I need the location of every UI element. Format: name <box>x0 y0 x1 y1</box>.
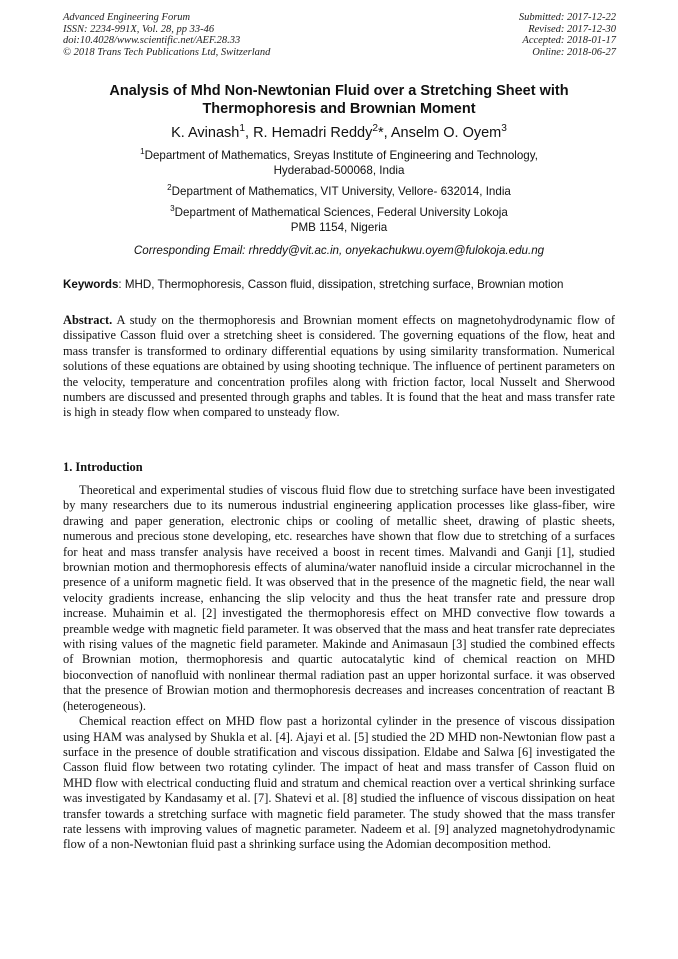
affil-line: Department of Mathematics, Sreyas Institute of Engineering and Technology, <box>144 149 538 162</box>
submitted-date: Submitted: 2017-12-22 <box>518 12 616 23</box>
keywords-label: Keywords <box>63 278 119 291</box>
journal-info <box>63 12 270 58</box>
issn-volume: ISSN: 2234-991X, Vol. 28, pp 33-46 <box>63 23 215 35</box>
affil-line: Hyderabad-500068, India <box>273 164 405 177</box>
author-affil-mark: 2 <box>372 123 378 135</box>
title-line: Thermophoresis and Brownian Moment <box>202 101 476 117</box>
affil-line: Department of Mathematical Sciences, Federal University Lokoja <box>174 206 508 219</box>
affil-mark: 2 <box>167 183 172 193</box>
paragraph: Theoretical and experimental studies of viscous fluid flow due to stretching surface have been investigated by many researchers due to its numerous industrial engineering application processes like glass-fiber, wire drawing and paper generation, electronic chips or cooling of metallic sheet, drawing of plastic sheets, numerous and precious stone developing, etc. researches have shown that flow due to stretching of a surfaces for heat and mass transfer analysis have received a boost in recent times. Malvandi and Ganji [1], studied brownian motion and thermophoresis effects of alumina/water nanofluid inside a circular microchannel in the presence of a uniform magnetic field. It was observed that in the presence of the magnetic field, the near wall velocity gradients increase, enhancing the slip velocity and thus the heat transfer rate and pressure drop increase. Muhaimin et al. [2] investigated the thermophoresis effect on MHD convective flow towards a preamble wedge with magnetic field parameter. It was observed that the mass and heat transfer rate depreciates with rising values of the magnetic field parameter. Makinde and Animasaun [3] studied the combined effects of Brownian motion, thermophoresis and quartic autocatalytic kind of chemical reaction on MHD bioconvection of nanofluid with nonlinear thermal radiation past an upper horizontal surface. it was observed that the presence of Browian motion and thermophoresis decreases and increases concentration of reactant B (heterogeneous). <box>63 483 615 713</box>
keywords <box>63 277 618 292</box>
accepted-date: Accepted: 2018-01-17 <box>522 35 616 47</box>
doi-link[interactable]: doi:10.4028/www.scientific.net/AEF.28.33 <box>63 35 241 47</box>
paragraph: Chemical reaction effect on MHD flow past a horizontal cylinder in the presence of viscous dissipation using HAM was analysed by Shukla et al. [4]. Ajayi et al. [5] studied the 2D MHD non-Newtonian flow past a surface in the presence of double stratification and viscous dissipation. Eldabe and Salwa [6] investigated the Casson fluid flow between two rotating cylinder. The impact of heat and mass transfer of Casson fluid on MHD flow with electrical conducting fluid and stratum and chemical reaction over a vertical shrinking surface was investigated by Kandasamy et al. [7]. Shatevi et al. [8] studied the influence of viscous dissipation on heat transfer towards a stretching surface with magnetic field parameter. The study showed that the mass transfer rate lessens with improving values of magnetic parameter. Nadeem et al. [9] analyzed magnetohydrodynamic flow of a non-Newtonian fluid past a shrinking surface using the Adomian decomposition method. <box>63 714 615 852</box>
abstract-label: Abstract. <box>63 313 113 327</box>
affil-mark: 1 <box>140 147 145 157</box>
affiliation-1 <box>60 148 618 178</box>
online-date: Online: 2018-06-27 <box>532 46 616 58</box>
affil-line: Department of Mathematics, VIT University, Vellore- 632014, India <box>171 185 511 198</box>
revised-date: Revised: 2017-12-30 <box>528 23 616 35</box>
author-separator: , <box>245 125 254 141</box>
corresponding-email[interactable]: Corresponding Email: rhreddy@vit.ac.in, onyekachukwu.oyem@fulokoja.edu.ng <box>133 244 545 257</box>
paper-title <box>60 82 618 118</box>
author-list <box>60 124 618 142</box>
affil-line: PMB 1154, Nigeria <box>290 221 388 234</box>
submission-dates <box>519 12 616 58</box>
affiliation-2 <box>60 184 618 199</box>
keywords-text: : MHD, Thermophoresis, Casson fluid, dissipation, stretching surface, Brownian motion <box>118 278 564 291</box>
copyright: © 2018 Trans Tech Publications Ltd, Switzerland <box>63 46 271 58</box>
author-name: Anselm O. Oyem <box>390 125 502 141</box>
title-line: Analysis of Mhd Non-Newtonian Fluid over a Stretching Sheet with <box>109 83 569 99</box>
author-name: K. Avinash <box>171 125 240 141</box>
author-affil-mark: 3 <box>501 123 507 135</box>
author-name: R. Hemadri Reddy <box>253 125 373 141</box>
introduction-body <box>63 483 615 853</box>
author-affil-mark: 1 <box>239 123 245 135</box>
abstract-text: A study on the thermophoresis and Brownian moment effects on magnetohydrodynamic flow of dissipative Casson fluid over a stretching sheet is considered. The governing equations of the flow, heat and mass transfer is transformed to ordinary differential equations by using similarity transformation. Numerical solutions of these equations are obtained by using shooting technique. The influence of pertinent parameters on the velocity, temperature and concentration profiles along with friction factor, local Nusselt and Sherwood numbers are discussed and presented through graphs and tables. It is found that the heat and mass transfer rate is high in steady flow when compared to unsteady flow. <box>63 313 615 420</box>
affiliation-3 <box>60 205 618 235</box>
journal-name: Advanced Engineering Forum <box>63 12 191 23</box>
section-heading: 1. Introduction <box>63 460 143 474</box>
abstract <box>63 313 615 421</box>
author-separator: *, <box>377 125 391 141</box>
affil-mark: 3 <box>170 204 175 214</box>
